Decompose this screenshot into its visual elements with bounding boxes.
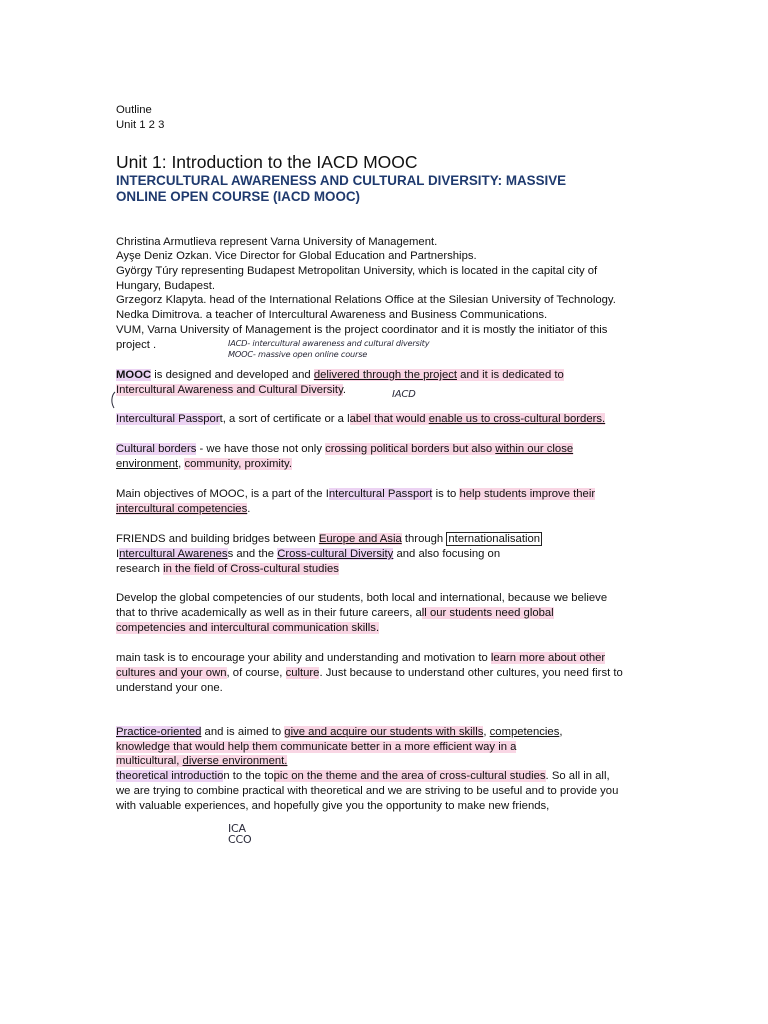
mooc-paragraph-line1: [116, 368, 564, 383]
course-subtitle-line1: INTERCULTURAL AWARENESS AND CULTURAL DIVERSITY: MASSIVE: [116, 173, 567, 188]
highlight: and it is dedicated to: [457, 369, 564, 381]
text-run: s and the: [227, 548, 278, 560]
handwritten-note: [228, 823, 251, 845]
highlight: within our close: [495, 443, 574, 455]
highlight: Intercultural Awareness and Cultural Diversity: [116, 384, 343, 396]
practice-line2: [116, 740, 516, 755]
highlight: Europe and Asia: [318, 533, 402, 545]
text-run: that to thrive academically as well as in their future careers, a: [116, 607, 422, 619]
person-line: VUM, Varna University of Management is the project coordinator and it is mostly the initiator of this: [116, 324, 608, 336]
highlight: theoretical introductio: [116, 770, 224, 782]
handwritten-note-line: ICA: [228, 822, 246, 835]
highlight: community, proximity.: [184, 458, 292, 470]
highlight: intercultural competencies: [116, 503, 248, 515]
text-run: environment: [116, 458, 179, 470]
highlight: competencies and intercultural communication skills.: [116, 622, 380, 634]
handwritten-note: IACD: [392, 389, 416, 400]
highlight: abel that would: [349, 413, 429, 425]
highlight: knowledge that would help them communicate better in a more efficient way in a: [116, 741, 517, 753]
develop-line3: [116, 621, 379, 636]
text-run: I: [116, 548, 120, 560]
highlight: give and acquire our students with skills: [284, 726, 484, 738]
margin-bracket-mark: [108, 390, 118, 410]
person-line: Christina Armutlieva represent Varna University of Management.: [116, 236, 438, 248]
text-run: FRIENDS and building bridges between: [116, 533, 319, 545]
highlight: culture: [285, 667, 320, 679]
person-line: Ayşe Deniz Ozkan. Vice Director for Global Education and Partnerships.: [116, 250, 477, 262]
passport-paragraph: [116, 412, 605, 427]
person-line: Grzegorz Klapyta. head of the International Relations Office at the Silesian University of Technology.: [116, 294, 616, 306]
highlight: diverse environment.: [182, 755, 288, 767]
person-line: György Túry representing Budapest Metropolitan University, which is located in the capital city of: [116, 265, 598, 277]
borders-paragraph-line2: [116, 457, 292, 472]
highlight: learn more about other: [490, 652, 606, 664]
highlight: multicultural,: [116, 755, 183, 767]
text-run: is to: [432, 488, 460, 500]
text-run: t, a sort of certificate or a l: [219, 413, 350, 425]
person-line: Hungary, Budapest.: [116, 280, 216, 292]
highlight: help students improve their: [459, 488, 596, 500]
friends-line2: [116, 547, 500, 562]
text-run: .: [342, 384, 347, 396]
units-label: Unit 1 2 3: [116, 119, 165, 131]
highlight: Intercultural Passpor: [116, 413, 220, 425]
highlight: cultures and your own: [116, 667, 227, 679]
task-line2: [116, 666, 623, 681]
text-run: ,: [483, 726, 490, 738]
text-run: . Just because to understand other cultures, you need first to: [319, 667, 623, 679]
mooc-paragraph-line2: [116, 383, 346, 398]
boxed-word: nternationalisation: [448, 533, 541, 545]
highlight: ntercultural Awarenes: [119, 548, 228, 560]
handwritten-note: MOOC- massive open online course: [228, 349, 368, 359]
text-run: through: [401, 533, 447, 545]
highlight: in the field of Cross-cultural studies: [163, 563, 339, 575]
text-run: .: [247, 503, 251, 515]
task-line1: [116, 651, 605, 666]
text-run: , of course,: [226, 667, 286, 679]
highlight: ll our students need global: [421, 607, 554, 619]
highlight: Cross-cultural Diversity: [277, 548, 394, 560]
unit-title: Unit 1: Introduction to the IACD MOOC: [116, 152, 418, 172]
highlight: project: [423, 369, 458, 381]
practice-line3: [116, 754, 287, 769]
highlight: Cultural borders: [116, 443, 197, 455]
course-subtitle: [116, 173, 566, 204]
highlight: ntercultural Passport: [328, 488, 433, 500]
develop-line2: [116, 606, 554, 621]
text-run: ,: [559, 726, 563, 738]
highlight: pic on the theme and the area of cross-cultural studies: [273, 770, 546, 782]
text-run: and is aimed to: [201, 726, 285, 738]
friends-line1: [116, 532, 542, 547]
text-run: research: [116, 563, 164, 575]
text-run: . So all in all,: [545, 770, 610, 782]
outline-label: Outline: [116, 104, 152, 116]
objectives-line1: [116, 487, 595, 502]
text-run: is designed and developed and: [151, 369, 314, 381]
highlight: MOOC: [116, 369, 152, 381]
handwritten-note-line: CCO: [228, 833, 252, 846]
develop-line1: Develop the global competencies of our students, both local and international, because we believe: [116, 592, 608, 604]
practice-line5: we are trying to combine practical with theoretical and we are striving to be useful and to provide you: [116, 785, 619, 797]
text-run: competencies: [489, 726, 560, 738]
text-run: main task is to encourage your ability and understanding and motivation to: [116, 652, 491, 664]
friends-line3: [116, 562, 339, 577]
text-run: ,: [178, 458, 185, 470]
practice-line4: [116, 769, 610, 784]
highlight: Practice-oriented: [116, 726, 202, 738]
highlight: delivered through the: [313, 369, 424, 381]
objectives-line2: [116, 502, 250, 517]
text-run: and also focusing on: [393, 548, 501, 560]
highlight: enable us to cross-cultural borders.: [428, 413, 606, 425]
practice-line6: with valuable experiences, and hopefully give you the opportunity to make new friends,: [116, 800, 550, 812]
handwritten-note: IACD- intercultural awareness and cultural diversity: [228, 338, 430, 348]
text-run: - we have those not only: [196, 443, 326, 455]
person-line: Nedka Dimitrova. a teacher of Intercultural Awareness and Business Communications.: [116, 309, 548, 321]
text-run: n to the to: [223, 770, 274, 782]
text-run: Main objectives of MOOC, is a part of the I: [116, 488, 329, 500]
course-subtitle-line2: ONLINE OPEN COURSE (IACD MOOC): [116, 188, 361, 204]
highlight: crossing political borders but also: [325, 443, 496, 455]
person-line: project .: [116, 339, 157, 351]
task-line3: understand your one.: [116, 682, 223, 694]
practice-line1: [116, 725, 562, 740]
borders-paragraph-line1: [116, 442, 573, 457]
